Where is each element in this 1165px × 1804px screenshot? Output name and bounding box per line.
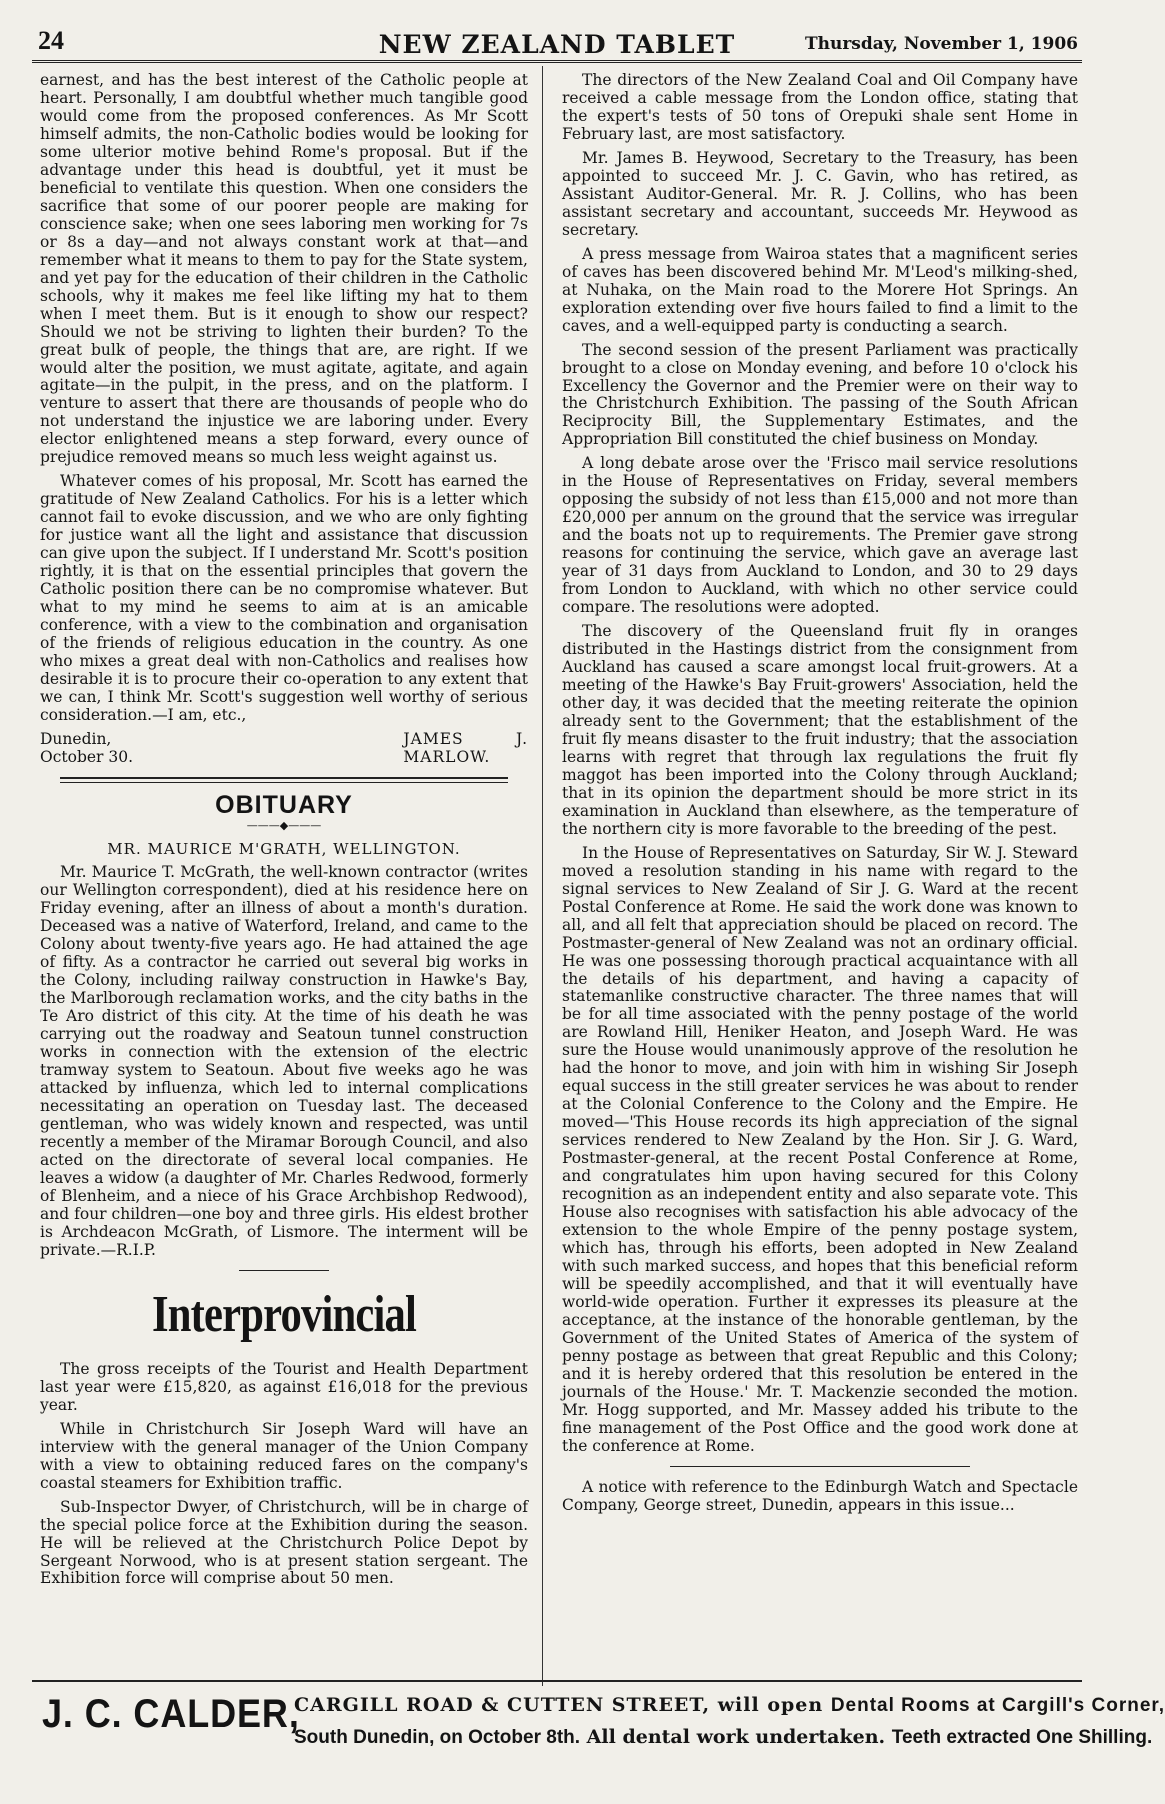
letter-signature-block <box>40 731 528 767</box>
ad-line-2 <box>294 1726 1152 1749</box>
news-paragraph: A notice with reference to the Edinburgh Watch and Spectacle Company, George street, Dunedin, appears in this issue... <box>562 1477 1078 1514</box>
interprovincial-paragraph: Sub-Inspector Dwyer, of Christchurch, will be in charge of the special police force at the Exhibition during the season. He will be relieved at the Christchurch Police Depot by Sergeant Norwood, who is at present station sergeant. The Exhibition force will comprise about 50 men. <box>40 1497 528 1588</box>
left-column <box>40 71 528 1588</box>
interprovincial-paragraph: The gross receipts of the Tourist and Health Department last year were £15,820, as against £16,018 for the previous year. <box>40 1359 528 1414</box>
ad-address: CARGILL ROAD & CUTTEN STREET, will open <box>294 1694 824 1716</box>
obituary-text: Mr. Maurice T. McGrath, the well-known contractor (writes our Wellington correspondent), died at his residence here on Friday evening, after an illness of about a month's duration. Deceased was a native of Waterford, Ireland, and came to the Colony about twenty-five years ago. He had attained the age of fifty. As a contractor he carried out several big works in the Colony, including railway construction in Hawke's Bay, the Marlborough reclamation works, and the city baths in the Te Aro district of this city. At the time of his death he was carrying out the roadway and Seatoun tunnel construction works in connection with the extension of the electric tramway system to Seatoun. About five weeks ago he was attacked by influenza, which led to internal complications necessitating an operation on Tuesday last. The deceased gentleman, who was widely known and respected, was until recently a member of the Miramar Borough Council, and also acted on the directorate of several local companies. He leaves a widow (a daughter of Mr. Charles Redwood, formerly of Blenheim, and a niece of his Grace Archbishop Redwood), and four children—one boy and three girls. His eldest brother is Archdeacon McGrath, of Lismore. The interment will be private.—R.I.P. <box>40 863 528 1259</box>
section-rule <box>670 1466 970 1467</box>
column-divider <box>542 66 543 1686</box>
letter-place-date: Dunedin, October 30. <box>40 729 134 766</box>
letter-signature: JAMES J. MARLOW. <box>403 729 528 766</box>
masthead-title: NEW ZEALAND TABLET <box>378 30 736 59</box>
news-paragraph: The second session of the present Parliament was practically brought to a close on Monday evening, and before 10 o'clock his Excellency the Governor and the Premier were on their way to the Christchurch Exhibition. The passing of the South African Reciprocity Bill, the Supplementary Estimates, and the Appropriation Bill constituted the chief business on Monday. <box>562 340 1078 449</box>
ad-services: All dental work undertaken. <box>586 1726 886 1748</box>
letter-paragraph: earnest, and has the best interest of the Catholic people at heart. Personally, I am doubtful whether much tangible good would come from the proposed conferences. As Mr Scott himself admits, the non-Catholic bodies would be looking for some ulterior motive behind Rome's proposal. But if the advantage under this head is doubtful, yet it must be beneficial to ventilate this question. When one considers the sacrifice that some of our poorer people are making for conscience sake; when one sees laboring men working for 7s or 8s a day—and not always constant work at that—and remember what it means to them to pay for the State system, and yet pay for the education of their children in the Catholic schools, why it makes me feel like lifting my hat to them when I meet them. But is it enough to show our respect? Should we not be striving to lighten their burden? To the great bulk of people, the things that are, are right. If we would alter the position, we must agitate, agitate, and again agitate—in the pulpit, in the press, and on the platform. I venture to assert that there are thousands of people who do not understand the injustice we are laboring under. Every elector enlightened means a step forward, every ounce of prejudice removed means so much less weight against us. <box>40 71 528 467</box>
ad-location: Dental Rooms at Cargill's Corner, <box>830 1695 1165 1716</box>
news-paragraph: The discovery of the Queensland fruit fly in oranges distributed in the Hastings district from the consignment from Auckland has caused a scare amongst local fruit-growers. At a meeting of the Hawke's Bay Fruit-growers' Association, held the other day, it was decided that the meeting reiterate the opinion already sent to the Government; that the establishment of the fruit fly means disaster to the fruit industry; that the association learns with regret that through lax regulations the fruit fly maggot has been imported into the Colony through Auckland; that in its opinion the department should be more strict in its examination in Auckland than elsewhere, as the temperature of the northern city is more favorable to the breeding of the pest. <box>562 622 1078 838</box>
obituary-subheading: MR. MAURICE M'GRATH, WELLINGTON. <box>107 839 461 858</box>
interprovincial-heading: Interprovincial <box>151 1285 417 1343</box>
news-paragraph: Mr. James B. Heywood, Secretary to the Treasury, has been appointed to succeed Mr. J. C. Gavin, who has retired, as Assistant Auditor-General. Mr. R. J. Collins, who has been assistant secretary and accountant, succeeds Mr. Heywood as secretary. <box>562 148 1078 239</box>
ad-price: Teeth extracted One Shilling. <box>891 1727 1153 1748</box>
page-number: 24 <box>38 26 64 55</box>
ad-opening-date: South Dunedin, on October 8th. <box>294 1727 581 1748</box>
issue-date: Thursday, November 1, 1906 <box>804 34 1078 54</box>
letter-paragraph: Whatever comes of his proposal, Mr. Scott has earned the gratitude of New Zealand Catholics. For his is a letter which cannot fail to evoke discussion, and we who are only fighting for justice want all the light and assistance that discussion can give upon the subject. If I understand Mr. Scott's position rightly, it is that on the essential principles that govern the Catholic position there can be no compromise whatever. But what to my mind he seems to aim at is an amicable conference, with a view to the combination and organisation of the friends of religious education in the country. As one who mixes a great deal with non-Catholics and realises how desirable it is to procure their co-operation to any extent that we can, I think Mr. Scott's suggestion well worthy of serious consideration.—I am, etc., <box>40 472 528 724</box>
news-paragraph: The directors of the New Zealand Coal and Oil Company have received a cable message from the London office, stating that the expert's tests of 50 tons of Orepuki shale sent Home in February last, are most satisfactory. <box>562 71 1078 143</box>
ad-line-1 <box>294 1694 1165 1717</box>
right-column <box>562 72 1078 1642</box>
news-paragraph: A press message from Wairoa states that a magnificent series of caves has been discovered behind Mr. M'Leod's milking-shed, at Nuhaka, on the Main road to the Morere Hot Springs. An exploration extending over five hours failed to find a limit to the caves, and a well-equipped party is conducting a search. <box>562 244 1078 335</box>
interprovincial-paragraph: While in Christchurch Sir Joseph Ward will have an interview with the general manager of the Union Company with a view to obtaining reduced fares on the company's coastal steamers for Exhibition traffic. <box>40 1419 528 1492</box>
obituary-heading: OBITUARY <box>215 790 353 819</box>
advertiser-name: J. C. CALDER, <box>42 1692 300 1736</box>
news-paragraph: A long debate arose over the 'Frisco mail service resolutions in the House of Representatives on Friday, several members opposing the subsidy of not less than £15,000 and not more than £20,000 per annum on the ground that the service was irregular and the boats not up to requirements. The Premier gave strong reasons for continuing the service, which gave an average last year of 31 days from Auckland to London, and 30 to 29 days from London to Auckland, with which no other service could compare. The resolutions were adopted. <box>562 454 1078 617</box>
section-rule <box>60 777 508 783</box>
news-paragraph: In the House of Representatives on Saturday, Sir W. J. Steward moved a resolution standing in his name with regard to the signal services to New Zealand of Sir J. G. Ward at the recent Postal Conference at Rome. He said the work done was known to all, and all felt that appreciation should be placed on record. The Postmaster-general of New Zealand was not an ordinary official. He was one possessing thorough practical acquaintance with all the details of his department, and having a capacity of statemanlike constructive character. The three names that will be for all time associated with the penny postage of the world are Rowland Hill, Heniker Heaton, and Joseph Ward. He was sure the House would unanimously approve of the resolution he had the honor to move, and join with him in wishing Sir Joseph equal success in the still greater services he was about to render at the Colonial Conference to the Colony and the Empire. He moved—'This House records its high appreciation of the signal services rendered to New Zealand by the Hon. Sir J. G. Ward, Postmaster-general, at the recent Postal Conference at Rome, and congratulates him upon having secured for this Colony recognition as an independent entity and also separate vote. This House also recognises with satisfaction his able advocacy of the extension to the whole Empire of the penny postage system, which has, through his efforts, been adopted in New Zealand with such marked success, and hopes that this beneficial reform will be speedily accomplished, and that it will eventually have world-wide operation. Further it expresses its pleasure at the acceptance, at the instance of the honorable gentleman, by the Government of the United States of America of the system of penny postage as between that great Republic and this Colony; and it is hereby ordered that this resolution be entered in the journals of the House.' Mr. T. Mackenzie seconded the motion. Mr. Hogg supported, and Mr. Massey added his tribute to the fine management of the Post Office and the good work done at the conference at Rome. <box>562 843 1078 1455</box>
short-rule <box>239 1270 329 1271</box>
page-header <box>32 24 1082 63</box>
advertisement-footer <box>32 1680 1165 1754</box>
ornament-diamond: ———◆——— <box>246 818 322 832</box>
